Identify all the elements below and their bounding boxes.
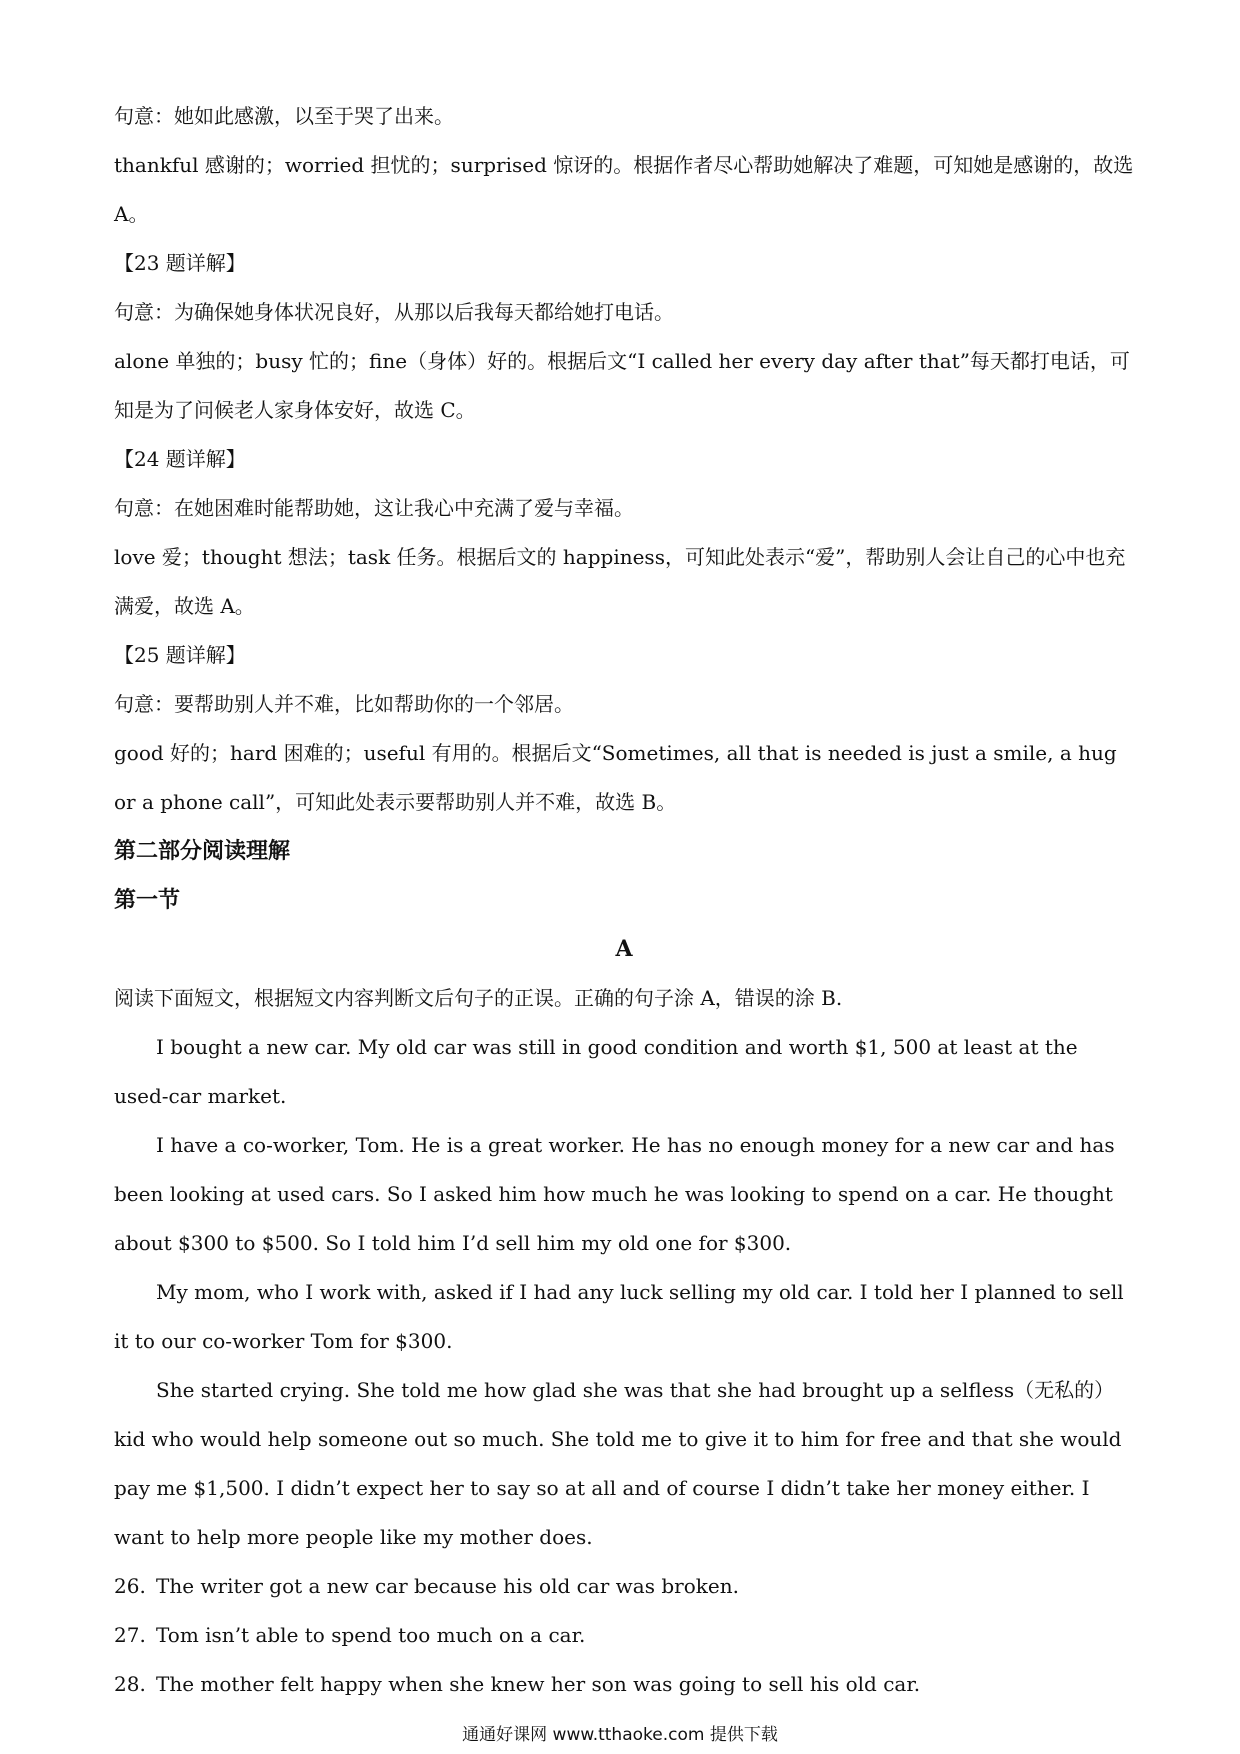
passage-paragraph: I bought a new car. My old car was still in good condition and worth $1, 500 at least at the used-car market. — [114, 1035, 1078, 1108]
explanation-24: love 爱；thought 想法；task 任务。根据后文的 happiness，可知此处表示“爱”，帮助别人会让自己的心中也充满爱，故选 A。 — [114, 545, 1126, 618]
question-27 — [114, 1611, 1134, 1660]
question-number: 26. — [114, 1574, 146, 1598]
heading-25: 【25 题详解】 — [114, 643, 246, 667]
question-28 — [114, 1660, 1134, 1709]
explanation-25: good 好的；hard 困难的；useful 有用的。根据后文“Sometimes, all that is needed is just a smile, a hug or a phone call”，可知此处表示要帮助别人并不难，故选 B。 — [114, 741, 1117, 814]
heading-23: 【23 题详解】 — [114, 251, 246, 275]
sentence-meaning-22: 句意：她如此感激，以至于哭了出来。 — [114, 104, 454, 128]
part-title: 第二部分阅读理解 — [114, 838, 291, 864]
question-number: 28. — [114, 1672, 146, 1696]
document-page — [114, 92, 1134, 1709]
sentence-meaning-25: 句意：要帮助别人并不难，比如帮助你的一个邻居。 — [114, 692, 574, 716]
explanation-22: thankful 感谢的；worried 担忧的；surprised 惊讶的。根据作者尽心帮助她解决了难题，可知她是感谢的，故选 A。 — [114, 153, 1134, 226]
sentence-meaning-23: 句意：为确保她身体状况良好，从那以后我每天都给她打电话。 — [114, 300, 674, 324]
section-title: 第一节 — [114, 887, 181, 913]
instruction: 阅读下面短文，根据短文内容判断文后句子的正误。正确的句子涂 A，错误的涂 B. — [114, 986, 843, 1010]
passage-paragraph: I have a co-worker, Tom. He is a great worker. He has no enough money for a new car and has been looking at used cars. So I asked him how much he was looking to spend on a car. He thought about $300 to $500. So I told him I’d sell him my old one for $300. — [114, 1133, 1115, 1255]
question-text: The writer got a new car because his old car was broken. — [156, 1574, 739, 1598]
page-footer: 通通好课网 www.tthaoke.com 提供下载 — [462, 1725, 778, 1745]
passage-paragraph: My mom, who I work with, asked if I had any luck selling my old car. I told her I planned to sell it to our co-worker Tom for $300. — [114, 1280, 1124, 1353]
question-number: 27. — [114, 1623, 146, 1647]
question-26 — [114, 1562, 1134, 1611]
sentence-meaning-24: 句意：在她困难时能帮助她，这让我心中充满了爱与幸福。 — [114, 496, 634, 520]
question-text: The mother felt happy when she knew her son was going to sell his old car. — [156, 1672, 921, 1696]
explanation-23: alone 单独的；busy 忙的；fine（身体）好的。根据后文“I called her every day after that”每天都打电话，可知是为了问候老人家身体安好，故选 C。 — [114, 349, 1130, 422]
question-text: Tom isn’t able to spend too much on a car. — [156, 1623, 586, 1647]
heading-24: 【24 题详解】 — [114, 447, 246, 471]
passage-letter: A — [615, 936, 633, 962]
passage-paragraph: She started crying. She told me how glad she was that she had brought up a selfless（无私的） kid who would help someone out so much. She told me to give it to him for free and that she would pay me $1,500. I didn’t expect her to say so at all and of course I didn’t take her money either. I want to help more people like my mother does. — [114, 1378, 1122, 1549]
